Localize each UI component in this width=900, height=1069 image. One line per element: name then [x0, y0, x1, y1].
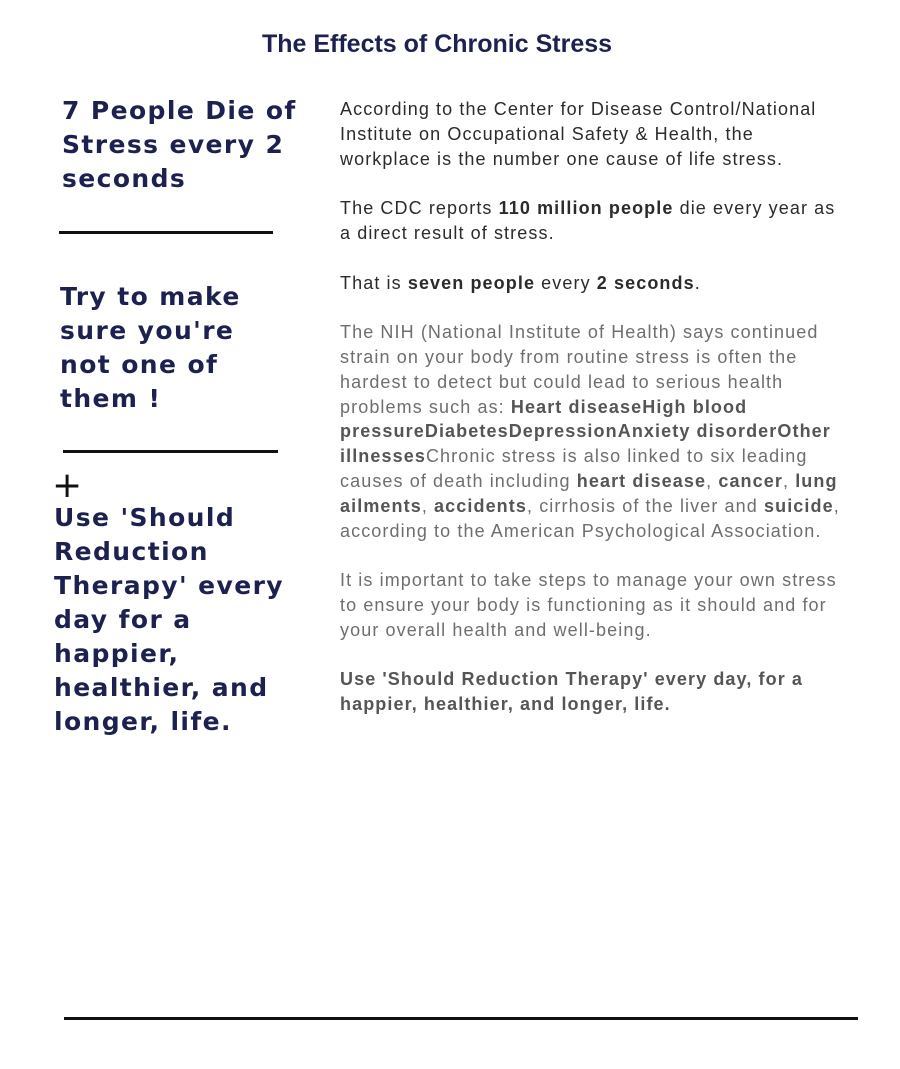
paragraph-nih: The NIH (National Institute of Health) says continued strain on your body from routine stress is often the hardest to detect but could lead to serious health problems such as: Heart diseaseHigh blood pressureDiabetesDepressionAnxiety disorderOther illnessesChronic stress is also linked to six leading causes of death including heart disease, cancer, lung ailments, accidents, cirrhosis of the liver and suicide, according to the American Psychological Association. — [340, 322, 840, 541]
cause-of-death: suicide — [763, 495, 834, 516]
stat-110-million: 110 million people — [498, 198, 674, 219]
paragraph-seven-people: That is seven people every 2 seconds. — [340, 272, 701, 293]
headline: 7 People Die of Stress every 2 seconds — [62, 96, 297, 193]
paragraph-cdc: The CDC reports 110 million people die every year as a direct result of stress. — [340, 198, 836, 243]
article-body — [340, 97, 850, 742]
cause-of-death: lung ailments — [340, 470, 838, 516]
page-title: The Effects of Chronic Stress — [261, 30, 613, 58]
divider-2 — [63, 450, 278, 453]
stat-seven-people: seven people — [407, 272, 536, 293]
health-problem-item: Diabetes — [424, 421, 509, 442]
paragraph-manage-stress: It is important to take steps to manage your own stress to ensure your body is functioning as it should and for your overall health and well-being. — [340, 570, 837, 640]
cause-of-death: cancer — [718, 470, 783, 491]
health-problem-item: Depression — [508, 421, 618, 442]
paragraph-workplace: According to the Center for Disease Control/National Institute on Occupational Safety & Health, the workplace is the number one cause of life stress. — [340, 99, 817, 169]
cause-of-death: heart disease — [576, 470, 707, 491]
body-call-to-action: Use 'Should Reduction Therapy' every day, for a happier, healthier, and longer, life. — [340, 669, 804, 715]
divider-1 — [59, 231, 273, 234]
health-problem-item: Heart disease — [510, 396, 643, 417]
health-problem-item: Anxiety disorder — [617, 421, 778, 442]
left-call-to-action: Use 'Should Reduction Therapy' every day for a happier, healthier, and longer, life. — [54, 503, 284, 736]
stat-2-seconds: 2 seconds — [596, 272, 695, 293]
cause-of-death: accidents — [434, 495, 527, 516]
health-problem-item: Other illnesses — [340, 421, 831, 467]
plus-icon: + — [52, 465, 83, 506]
footer-divider — [64, 1017, 858, 1020]
health-problem-item: High blood pressure — [340, 396, 748, 442]
subheadline: Try to make sure you're not one of them ! — [60, 282, 241, 413]
